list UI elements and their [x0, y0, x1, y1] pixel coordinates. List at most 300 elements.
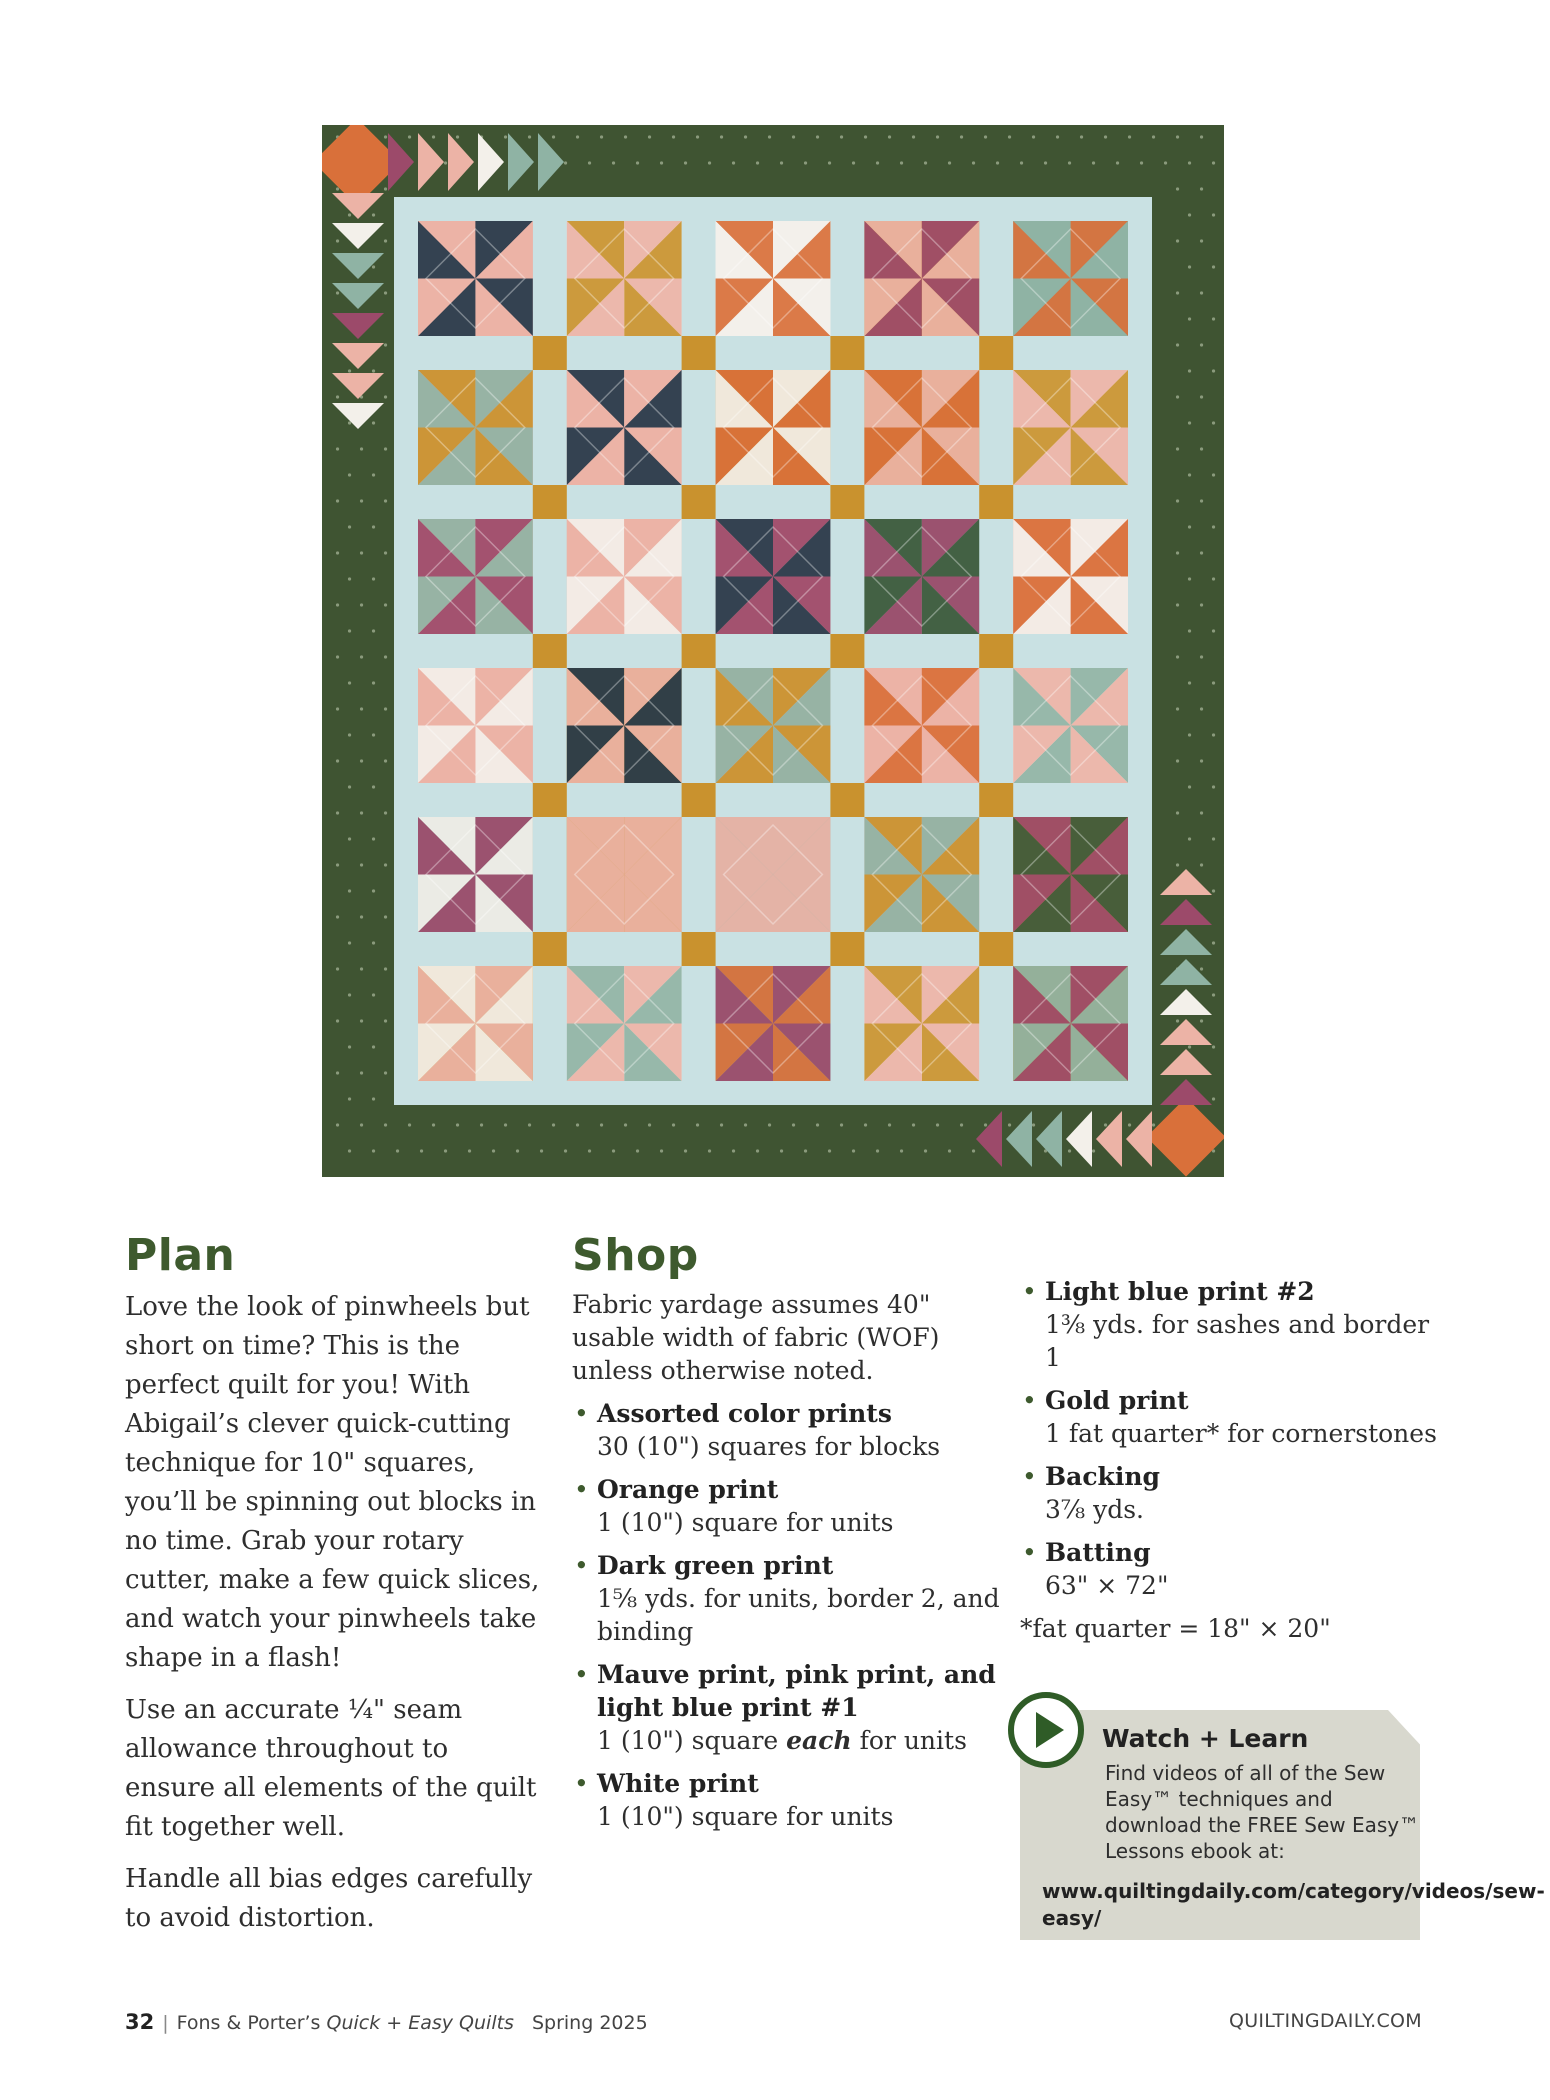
- border-dot: [1200, 395, 1203, 398]
- desc-after: for units: [851, 1726, 967, 1756]
- border-dot: [432, 135, 435, 138]
- border-dot: [1020, 161, 1023, 164]
- border-dot: [720, 135, 723, 138]
- cornerstone: [533, 932, 567, 966]
- item-desc: 1⅝ yds. for units, border 2, and binding: [597, 1584, 1000, 1647]
- border-dot: [996, 161, 999, 164]
- cornerstone: [979, 783, 1013, 817]
- border-dot: [348, 681, 351, 684]
- border-dot: [1200, 759, 1203, 762]
- border-dot: [348, 785, 351, 788]
- border-dot: [648, 1123, 651, 1126]
- border-dot: [1200, 1019, 1203, 1022]
- cornerstone: [682, 336, 716, 370]
- border-dot: [348, 369, 351, 372]
- border-dot: [1032, 1123, 1035, 1126]
- sew-easy-link[interactable]: www.quiltingdaily.com/category/videos/sew-easy/: [1042, 1879, 1545, 1930]
- border-dot: [336, 551, 339, 554]
- border-dot: [804, 161, 807, 164]
- shop-list: [572, 1397, 1002, 1833]
- cornerstone: [682, 634, 716, 668]
- border-dot: [552, 1123, 555, 1126]
- cornerstone: [979, 932, 1013, 966]
- border-dot: [348, 993, 351, 996]
- border-dot: [372, 1149, 375, 1152]
- border-dot: [1176, 811, 1179, 814]
- border-dot: [768, 135, 771, 138]
- border-dot: [1128, 135, 1131, 138]
- border-dot: [384, 135, 387, 138]
- border-dot: [372, 941, 375, 944]
- border-dot: [1116, 161, 1119, 164]
- border-dot: [972, 1149, 975, 1152]
- border-dot: [1128, 1123, 1131, 1126]
- border-dot: [336, 863, 339, 866]
- border-dot: [1176, 395, 1179, 398]
- border-dot: [504, 1123, 507, 1126]
- shop-list-continued: [1020, 1275, 1440, 1602]
- cornerstone: [830, 634, 864, 668]
- border-dot: [1176, 291, 1179, 294]
- border-dot: [360, 1019, 363, 1022]
- border-dot: [372, 889, 375, 892]
- border-dot: [564, 161, 567, 164]
- border-dot: [1188, 421, 1191, 424]
- border-dot: [384, 1123, 387, 1126]
- watch-learn-title: Watch + Learn: [1102, 1724, 1309, 1753]
- border-dot: [1188, 837, 1191, 840]
- border-dot: [840, 135, 843, 138]
- border-dot: [948, 161, 951, 164]
- border-dot: [360, 655, 363, 658]
- border-dot: [348, 213, 351, 216]
- cornerstone: [830, 485, 864, 519]
- border-dot: [1176, 135, 1179, 138]
- border-dot: [336, 239, 339, 242]
- border-dot: [384, 239, 387, 242]
- item-desc: 3⅞ yds.: [1045, 1495, 1144, 1524]
- border-dot: [720, 1123, 723, 1126]
- cornerstone: [979, 485, 1013, 519]
- border-dot: [336, 603, 339, 606]
- border-dot: [360, 1123, 363, 1126]
- border-dot: [372, 369, 375, 372]
- border-dot: [756, 161, 759, 164]
- border-dot: [792, 135, 795, 138]
- border-dot: [1212, 993, 1215, 996]
- border-dot: [708, 161, 711, 164]
- border-dot: [360, 1071, 363, 1074]
- border-dot: [1188, 317, 1191, 320]
- border-dot: [1188, 213, 1191, 216]
- border-dot: [384, 343, 387, 346]
- border-dot: [360, 811, 363, 814]
- border-dot: [468, 1149, 471, 1152]
- border-dot: [336, 811, 339, 814]
- border-dot: [1200, 239, 1203, 242]
- border-dot: [732, 161, 735, 164]
- cornerstone: [533, 783, 567, 817]
- border-dot: [756, 1149, 759, 1152]
- border-dot: [1176, 863, 1179, 866]
- border-dot: [336, 967, 339, 970]
- border-dot: [528, 1123, 531, 1126]
- border-dot: [372, 1045, 375, 1048]
- item-desc: 1 fat quarter* for cornerstones: [1045, 1419, 1437, 1448]
- border-dot: [672, 135, 675, 138]
- border-dot: [1200, 707, 1203, 710]
- border-dot: [348, 837, 351, 840]
- border-dot: [696, 1123, 699, 1126]
- border-dot: [432, 1123, 435, 1126]
- desc-emphasis: each: [786, 1726, 852, 1756]
- border-dot: [1200, 447, 1203, 450]
- border-dot: [1212, 1097, 1215, 1100]
- border-dot: [816, 135, 819, 138]
- issue-date: Spring 2025: [531, 2012, 648, 2034]
- border-dot: [1188, 525, 1191, 528]
- border-dot: [1200, 499, 1203, 502]
- border-dot: [1200, 135, 1203, 138]
- border-dot: [876, 161, 879, 164]
- border-dot: [384, 967, 387, 970]
- border-dot: [360, 915, 363, 918]
- border-dot: [828, 1149, 831, 1152]
- border-dot: [1188, 265, 1191, 268]
- border-dot: [372, 785, 375, 788]
- border-dot: [732, 1149, 735, 1152]
- plan-heading: Plan: [125, 1230, 236, 1281]
- border-dot: [348, 1045, 351, 1048]
- border-dot: [372, 213, 375, 216]
- plan-paragraph-seam: Use an accurate ¼" seam allowance throughout to ensure all elements of the quilt fit together well.: [125, 1695, 537, 1843]
- border-dot: [336, 655, 339, 658]
- border-dot: [372, 265, 375, 268]
- border-dot: [348, 733, 351, 736]
- border-dot: [1212, 161, 1215, 164]
- list-item: [572, 1658, 1002, 1757]
- border-dot: [708, 1149, 711, 1152]
- border-dot: [1080, 135, 1083, 138]
- shop-continued: [1020, 1275, 1440, 1645]
- border-dot: [372, 525, 375, 528]
- list-item: [572, 1397, 1002, 1463]
- border-dot: [648, 135, 651, 138]
- item-name: Dark green print: [597, 1551, 834, 1581]
- plan-paragraph-bias: Handle all bias edges carefully to avoid distortion.: [125, 1864, 533, 1934]
- border-dot: [384, 811, 387, 814]
- border-dot: [684, 161, 687, 164]
- border-dot: [384, 759, 387, 762]
- border-dot: [372, 993, 375, 996]
- border-dot: [336, 915, 339, 918]
- border-dot: [612, 161, 615, 164]
- border-dot: [552, 135, 555, 138]
- border-dot: [384, 551, 387, 554]
- border-dot: [828, 161, 831, 164]
- border-dot: [360, 759, 363, 762]
- cornerstone: [533, 336, 567, 370]
- border-dot: [384, 863, 387, 866]
- border-dot: [888, 135, 891, 138]
- border-dot: [348, 629, 351, 632]
- border-dot: [384, 1019, 387, 1022]
- border-dot: [336, 447, 339, 450]
- border-dot: [888, 1123, 891, 1126]
- watch-learn-body: [1042, 1760, 1422, 1864]
- border-dot: [864, 1123, 867, 1126]
- border-dot: [876, 1149, 879, 1152]
- item-desc: [597, 1724, 1002, 1757]
- border-dot: [1152, 135, 1155, 138]
- border-dot: [816, 1123, 819, 1126]
- border-dot: [348, 421, 351, 424]
- page-number: 32: [125, 2010, 155, 2034]
- border-dot: [384, 603, 387, 606]
- border-dot: [456, 1123, 459, 1126]
- border-dot: [744, 135, 747, 138]
- border-dot: [372, 837, 375, 840]
- border-dot: [1056, 135, 1059, 138]
- bullet-icon: •: [1022, 1277, 1037, 1306]
- border-dot: [1188, 681, 1191, 684]
- border-dot: [384, 499, 387, 502]
- list-item: [1020, 1275, 1440, 1374]
- border-dot: [336, 707, 339, 710]
- border-dot: [528, 135, 531, 138]
- border-dot: [1212, 265, 1215, 268]
- border-dot: [372, 1097, 375, 1100]
- border-dot: [780, 1149, 783, 1152]
- item-name: Light blue print #2: [1045, 1277, 1315, 1306]
- item-name: Orange print: [597, 1475, 779, 1505]
- bullet-icon: •: [1022, 1386, 1037, 1415]
- border-dot: [1188, 629, 1191, 632]
- border-dot: [1212, 785, 1215, 788]
- border-dot: [336, 759, 339, 762]
- border-dot: [336, 1019, 339, 1022]
- border-dot: [1212, 629, 1215, 632]
- site-name[interactable]: QUILTINGDAILY.COM: [1228, 2010, 1422, 2032]
- border-dot: [780, 161, 783, 164]
- border-dot: [384, 1071, 387, 1074]
- magazine-title: Quick + Easy Quilts: [326, 2012, 514, 2034]
- border-dot: [1104, 135, 1107, 138]
- list-item: [1020, 1460, 1440, 1526]
- border-dot: [1068, 1149, 1071, 1152]
- border-dot: [1200, 187, 1203, 190]
- shop-section: [572, 1232, 1002, 1843]
- border-dot: [348, 525, 351, 528]
- border-dot: [372, 629, 375, 632]
- border-dot: [1092, 1149, 1095, 1152]
- border-dot: [1212, 681, 1215, 684]
- border-dot: [1200, 603, 1203, 606]
- border-dot: [444, 1149, 447, 1152]
- border-dot: [1176, 187, 1179, 190]
- border-dot: [420, 1149, 423, 1152]
- watch-learn-text: Find videos of all of the Sew Easy™ techniques and download the FREE Sew Easy™ Lessons ebook at:: [1105, 1761, 1420, 1863]
- border-dot: [336, 395, 339, 398]
- border-dot: [1008, 1123, 1011, 1126]
- border-dot: [336, 499, 339, 502]
- border-dot: [624, 135, 627, 138]
- border-dot: [852, 161, 855, 164]
- border-dot: [1200, 655, 1203, 658]
- border-dot: [348, 1149, 351, 1152]
- item-name: Gold print: [1045, 1386, 1189, 1415]
- border-dot: [636, 1149, 639, 1152]
- cornerstone: [682, 783, 716, 817]
- quilt-photo: [322, 125, 1224, 1177]
- border-dot: [1044, 161, 1047, 164]
- border-dot: [1164, 161, 1167, 164]
- desc-before: 1 (10") square: [597, 1726, 787, 1756]
- border-dot: [1140, 161, 1143, 164]
- border-dot: [348, 889, 351, 892]
- item-name: White print: [597, 1769, 759, 1799]
- item-name: Backing: [1045, 1462, 1161, 1491]
- border-dot: [504, 135, 507, 138]
- cornerstone: [979, 336, 1013, 370]
- item-name: Batting: [1045, 1538, 1151, 1567]
- border-dot: [1200, 967, 1203, 970]
- border-dot: [516, 1149, 519, 1152]
- bullet-icon: •: [1022, 1462, 1037, 1491]
- item-desc: 1 (10") square for units: [597, 1508, 894, 1538]
- border-dot: [1188, 733, 1191, 736]
- border-dot: [348, 941, 351, 944]
- border-dot: [384, 395, 387, 398]
- cornerstone: [682, 932, 716, 966]
- border-dot: [1212, 1045, 1215, 1048]
- page-footer: [125, 2010, 648, 2034]
- border-dot: [924, 1149, 927, 1152]
- border-dot: [804, 1149, 807, 1152]
- list-item: [1020, 1384, 1440, 1450]
- border-dot: [1152, 1123, 1155, 1126]
- cornerstone: [682, 485, 716, 519]
- border-dot: [384, 707, 387, 710]
- border-dot: [408, 1123, 411, 1126]
- border-dot: [444, 161, 447, 164]
- border-dot: [1176, 603, 1179, 606]
- cornerstone: [533, 634, 567, 668]
- item-desc: 63" × 72": [1045, 1571, 1169, 1600]
- border-dot: [408, 135, 411, 138]
- border-dot: [1212, 473, 1215, 476]
- border-dot: [960, 135, 963, 138]
- border-dot: [1200, 811, 1203, 814]
- border-dot: [1188, 369, 1191, 372]
- border-dot: [1188, 161, 1191, 164]
- bullet-icon: •: [574, 1475, 589, 1505]
- list-item: [572, 1473, 1002, 1539]
- plan-section: [125, 1232, 545, 1951]
- border-dot: [360, 551, 363, 554]
- border-dot: [360, 707, 363, 710]
- list-item: [1020, 1536, 1440, 1602]
- cornerstone: [830, 783, 864, 817]
- border-dot: [948, 1149, 951, 1152]
- bullet-icon: •: [574, 1660, 589, 1690]
- border-dot: [1188, 1045, 1191, 1048]
- cornerstone: [533, 485, 567, 519]
- border-dot: [1176, 447, 1179, 450]
- border-dot: [384, 187, 387, 190]
- item-desc: 1⅜ yds. for sashes and border 1: [1045, 1310, 1430, 1372]
- border-dot: [660, 161, 663, 164]
- bullet-icon: •: [574, 1399, 589, 1429]
- shop-intro: Fabric yardage assumes 40" usable width of fabric (WOF) unless otherwise noted.: [572, 1290, 940, 1386]
- border-dot: [1212, 941, 1215, 944]
- border-dot: [792, 1123, 795, 1126]
- border-dot: [1032, 135, 1035, 138]
- border-dot: [360, 967, 363, 970]
- border-dot: [588, 1149, 591, 1152]
- border-dot: [492, 1149, 495, 1152]
- item-desc: 30 (10") squares for blocks: [597, 1432, 941, 1462]
- border-dot: [1104, 1123, 1107, 1126]
- border-dot: [348, 577, 351, 580]
- border-dot: [1200, 551, 1203, 554]
- item-name: Assorted color prints: [597, 1399, 892, 1429]
- border-dot: [1008, 135, 1011, 138]
- border-dot: [1176, 343, 1179, 346]
- border-dot: [1188, 577, 1191, 580]
- border-dot: [1176, 551, 1179, 554]
- border-dot: [1212, 577, 1215, 580]
- bullet-icon: •: [1022, 1538, 1037, 1567]
- border-dot: [480, 1123, 483, 1126]
- cornerstone: [830, 336, 864, 370]
- border-dot: [984, 135, 987, 138]
- border-dot: [1176, 1019, 1179, 1022]
- border-dot: [336, 291, 339, 294]
- border-dot: [1212, 421, 1215, 424]
- border-dot: [372, 681, 375, 684]
- border-dot: [624, 1123, 627, 1126]
- border-dot: [336, 1071, 339, 1074]
- border-dot: [384, 447, 387, 450]
- border-dot: [384, 291, 387, 294]
- border-dot: [600, 135, 603, 138]
- border-dot: [936, 135, 939, 138]
- border-dot: [576, 1123, 579, 1126]
- border-dot: [1212, 369, 1215, 372]
- border-dot: [360, 863, 363, 866]
- border-dot: [984, 1123, 987, 1126]
- border-dot: [768, 1123, 771, 1126]
- border-dot: [1176, 499, 1179, 502]
- border-dot: [1092, 161, 1095, 164]
- border-dot: [372, 473, 375, 476]
- border-dot: [372, 577, 375, 580]
- border-dot: [372, 421, 375, 424]
- border-dot: [960, 1123, 963, 1126]
- border-dot: [636, 161, 639, 164]
- border-dot: [744, 1123, 747, 1126]
- border-dot: [1176, 707, 1179, 710]
- border-dot: [852, 1149, 855, 1152]
- border-dot: [684, 1149, 687, 1152]
- border-dot: [1068, 161, 1071, 164]
- border-dot: [396, 1149, 399, 1152]
- border-dot: [924, 161, 927, 164]
- play-icon[interactable]: [1008, 1692, 1084, 1768]
- border-dot: [348, 473, 351, 476]
- border-dot: [1188, 785, 1191, 788]
